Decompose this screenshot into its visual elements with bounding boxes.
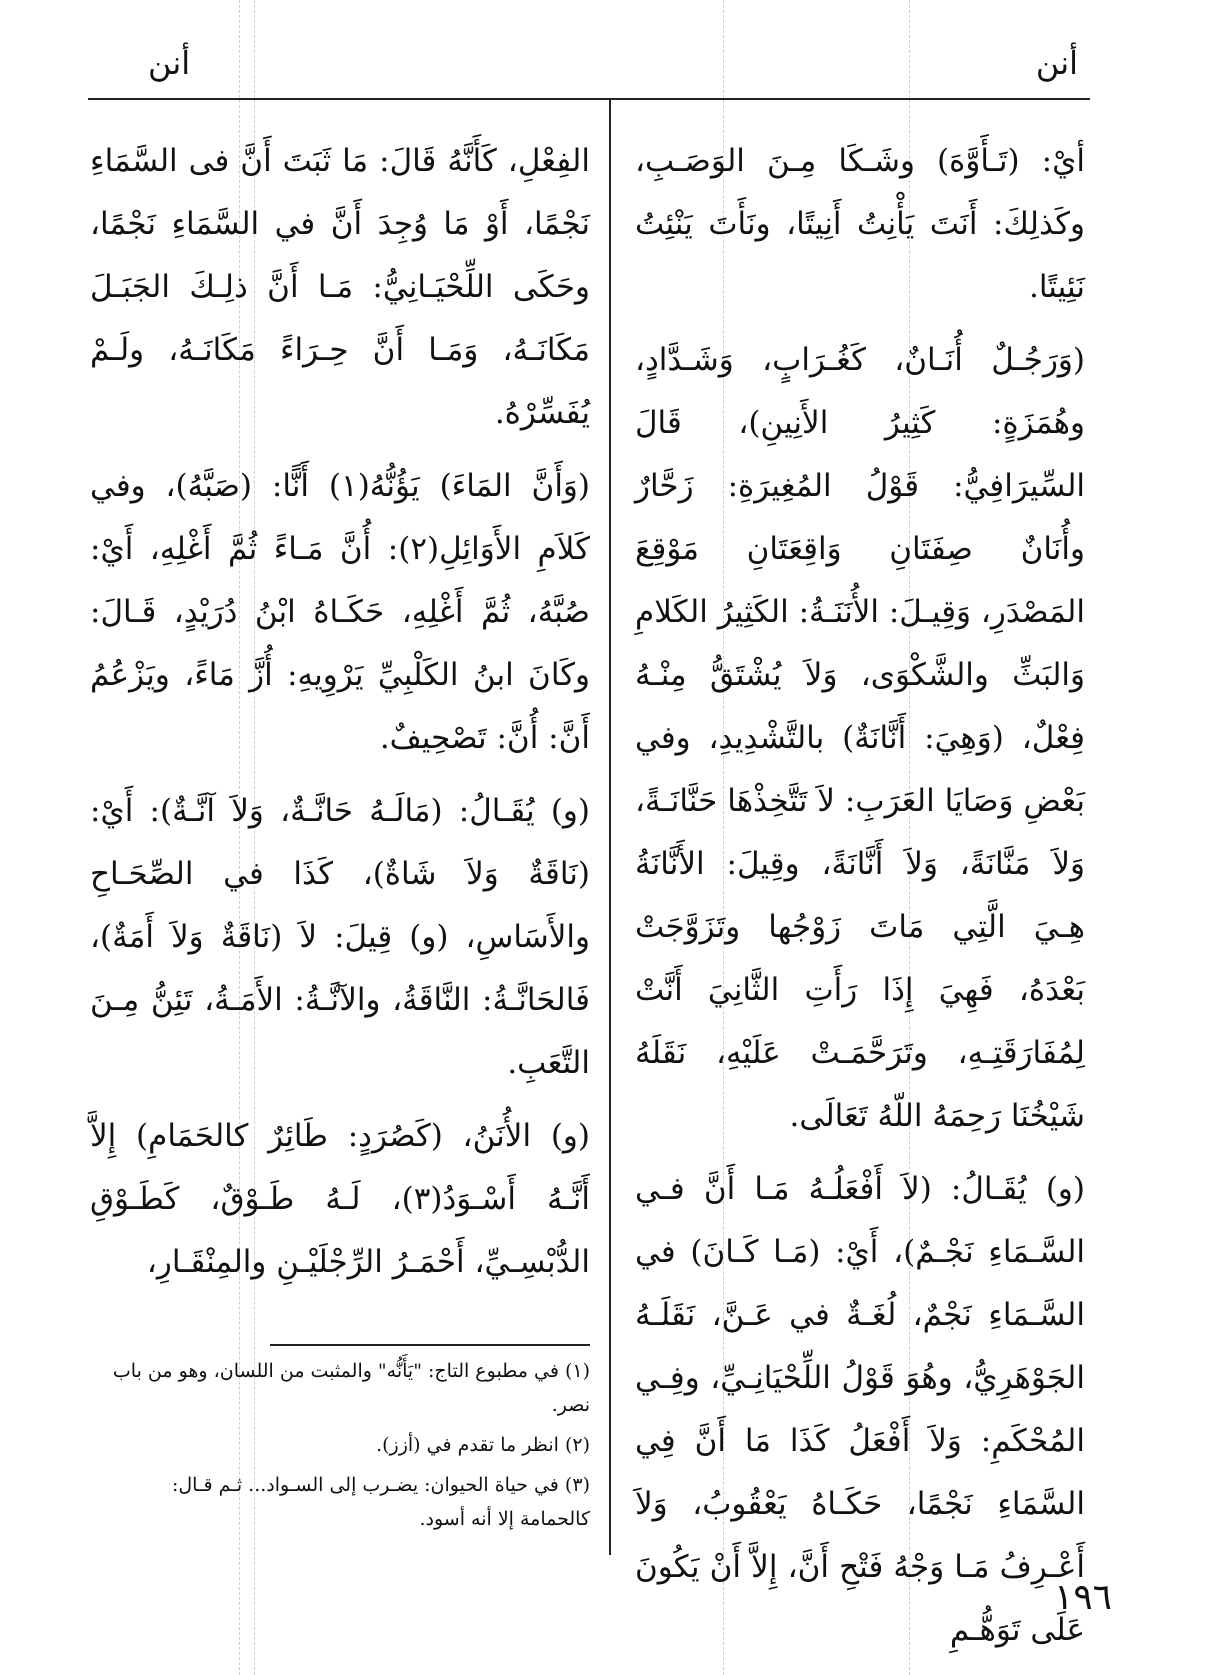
header-rule <box>88 98 1090 100</box>
paragraph: (و) يُقَـالُ: (مَالَـهُ حَانَّـةٌ، وَلاَ آنَّـةٌ): أَيْ: (نَاقَةٌ وَلاَ شَاةٌ)، كَذَا في الصِّحَـاحِ والأَسَاسِ، (و) قِيلَ: لاَ (نَاقَةٌ وَلاَ أَمَةٌ)، فَالحَانَّـةُ: النَّاقَةُ، والآنَّـةُ: الأَمَـةُ، تَئِنُّ مِـنَ التَّعَبِ. <box>90 793 590 1081</box>
page-header <box>88 44 1090 94</box>
paragraph: (وَرَجُـلٌ أُنَـانٌ، كَغُـرَابٍ، وَشَـدَّادٍ، وهُمَزَةٍ: كَثِيرُ الأَنِينِ)، قَالَ السِّيرَافِيُّ: قَوْلُ المُغِيرَةِ: زَحَّارٌ وأُنَانٌ صِفَتَانِ وَاقِعَتَانِ مَوْقِعَ المَصْدَرِ، وَقِيـلَ: الأُنَنَـةُ: الكَثِيرُ الكَلامِ وَالبَثِّ والشَّكْوَى، وَلاَ يُشْتَقُّ مِنْـهُ فِعْلٌ، (وَهِيَ: أَنَّانَةٌ) بالتَّشْدِيدِ، وفي بَعْضِ وَصَايَا العَرَبِ: لاَ تَتَّخِذْهَا حَنَّانَـةً، وَلاَ مَنَّانَةً، وَلاَ أَنَّانَةً، وقِيلَ: الأَنَّانَةُ هِـيَ الَّتِي مَاتَ زَوْجُها وتَزَوَّجَتْ بَعْدَهُ، فَهِيَ إِذَا رَأَتِ الثَّانِيَ أَنَّتْ لِمُفَارَقَتِـهِ، وتَرَحَّمَـتْ عَلَيْهِ، نَقَلَهُ شَيْخُنَا رَحِمَهُ اللّهُ تَعَالَى. <box>635 342 1085 1134</box>
footnotes <box>110 1354 590 1542</box>
paragraph: (وَأَنَّ المَاءَ) يَؤُنُّهُ(١) أَنًّا: (صَبَّهُ)، وفي كَلاَمِ الأَوَائِلِ(٢): أُنَّ مَـاءً ثُمَّ أَغْلِهِ، أَيْ: صُبَّهُ، ثُمَّ أَغْلِهِ، حَكَـاهُ ابْنُ دُرَيْدٍ، قَـالَ: وكَانَ ابنُ الكَلْبِيِّ يَرْوِيهِ: أُزَّ مَاءً، ويَزْعُمُ أَنَّ: أُنَّ: تَصْحِيفٌ. <box>90 468 591 756</box>
paragraph: (و) يُقَـالُ: (لاَ أَفْعَلُـهُ مَـا أَنَّ فـي السَّـمَاءِ نَجْـمٌ)، أَيْ: (مَـا كَـانَ) في السَّـمَاءِ نَجْمٌ، لُغَـةٌ في عَـنَّ، نَقَلَـهُ الجَوْهَرِيُّ، وهُوَ قَوْلُ اللِّحْيَانِـيِّ، وفِـي المُحْكَمِ: وَلاَ أَفْعَلُ كَذَا مَا أَنَّ فِي السَّمَاءِ نَجْمًا، حَكَـاهُ يَعْقُوبُ، وَلاَ أَعْـرِفُ مَـا وَجْهُ فَتْحِ أَنَّ، إِلاَّ أَنْ يَكُونَ عَلَى تَوَهُّـمِ <box>635 1171 1085 1648</box>
footnote: (١) في مطبوع التاج: "يَأَنُّه" والمثبت من اللسان، وهو من باب نصر. <box>112 1360 590 1416</box>
right-column <box>635 130 1085 1672</box>
running-head-left: أنن <box>148 44 191 82</box>
column-divider <box>609 100 611 1555</box>
page-number: ١٩٦ <box>1053 1577 1112 1618</box>
paragraph: أيْ: (تَـأَوَّهَ) وشَـكَا مِـنَ الوَصَـبِ، وكَذلِكَ: أَنَتَ يَأْنِتُ أَنِيتًا، ونَأَتَ يَنْئِتُ نَئِيتًا. <box>635 143 1085 305</box>
footnote: (٢) انظر ما تقدم في (أزز). <box>376 1434 590 1456</box>
paragraph: (و) الأُنَنُ، (كَصُرَدٍ: طَائِرٌ كالحَمَامِ) إِلاَّ أَنَّـهُ أَسْـوَدُ(٣)، لَـهُ طَـوْقٌ، كَطَـوْقِ الدُّبْسِـيِّ، أَحْمَـرُ الرِّجْلَيْـنِ والمِنْقَـارِ، <box>90 1118 590 1280</box>
footnote: (٣) في حياة الحيوان: يضـرب إلى السـواد... ثـم قـال: كالحمامة إلا أنه أسود. <box>171 1474 590 1530</box>
footnote-rule <box>270 1344 590 1346</box>
paragraph: الفِعْلِ، كَأَنَّهُ قَالَ: مَا ثَبَتَ أَنَّ فى السَّمَاءِ نَجْمًا، أَوْ مَا وُجِدَ أَنَّ في السَّمَاءِ نَجْمًا، وحَكَى اللِّحْيَـانِيُّ: مَـا أَنَّ ذلِـكَ الجَبَـلَ مَكَانَـهُ، وَمَـا أَنَّ حِـرَاءً مَكَانَـهُ، ولَـمْ يُفَسِّرْهُ. <box>90 143 590 431</box>
running-head-right: أنن <box>1035 44 1078 82</box>
left-column <box>90 130 590 1304</box>
